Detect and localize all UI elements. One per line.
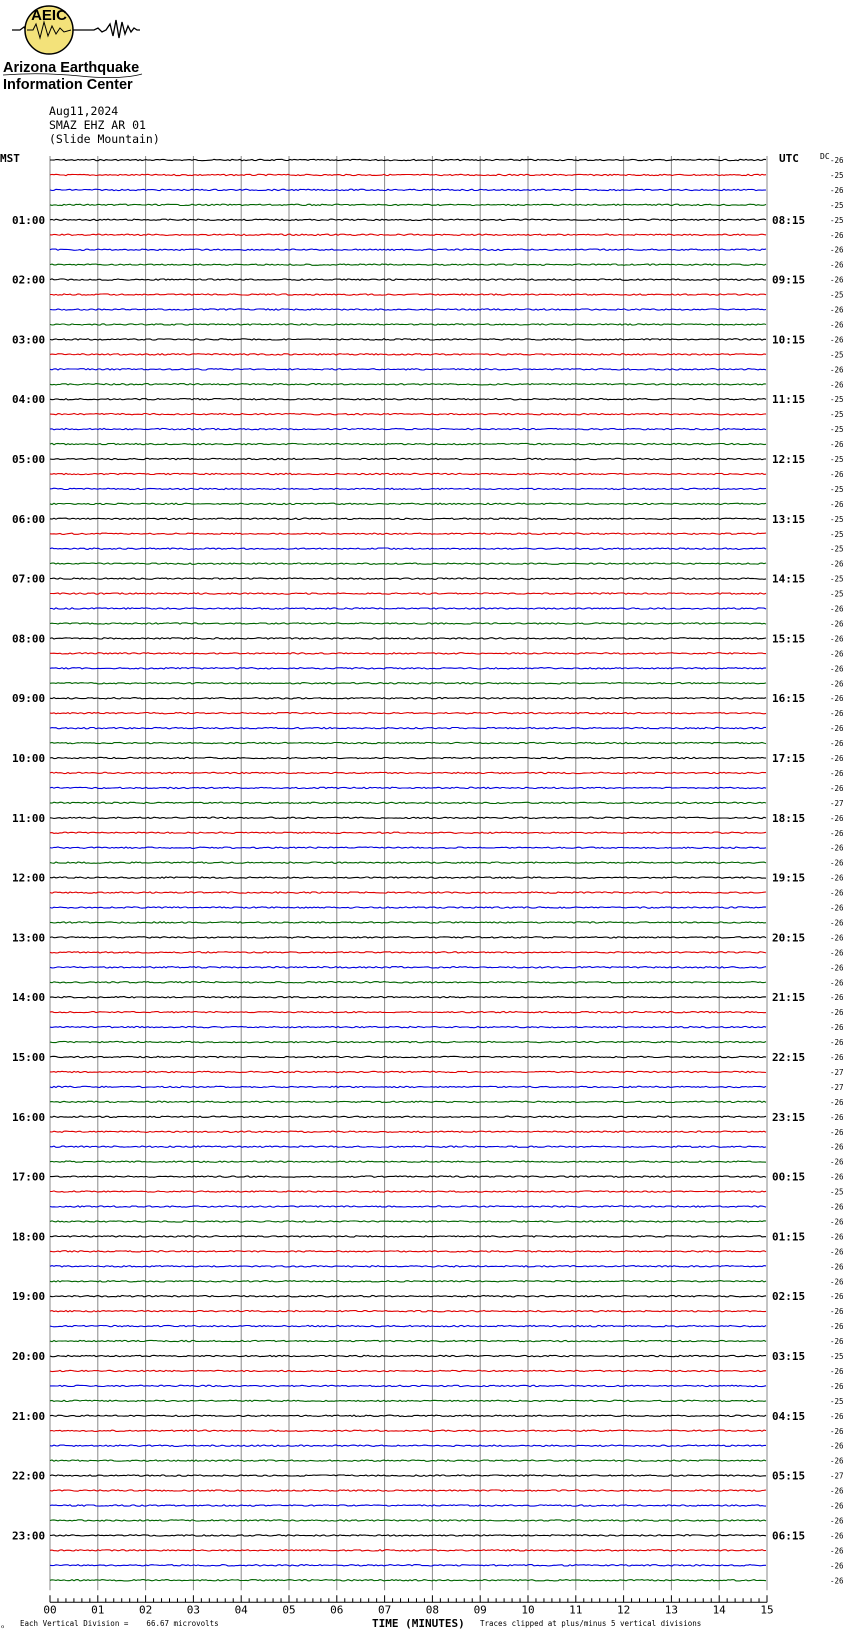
- mst-label: 03:00: [12, 333, 46, 347]
- logo-acronym: AEIC: [31, 7, 67, 24]
- dc-offset-label: -26: [830, 1366, 844, 1376]
- utc-label: 00:15: [772, 1170, 806, 1184]
- dc-offset-label: -26: [830, 828, 844, 838]
- dc-axis-title: DC: [820, 152, 830, 161]
- dc-offset-label: -26: [830, 499, 844, 509]
- trace-row-23: [50, 503, 766, 504]
- trace-row-12: [50, 339, 766, 340]
- utc-label: 08:15: [772, 213, 806, 227]
- dc-offset-label: -26: [830, 380, 844, 390]
- trace-row-31: [50, 623, 766, 624]
- trace-row-0: [50, 159, 766, 160]
- trace-row-56: [50, 997, 766, 998]
- trace-row-81: [50, 1370, 766, 1371]
- dc-offset-label: -26: [830, 1008, 844, 1018]
- x-tick-label: 01: [91, 1603, 105, 1617]
- utc-label: 05:15: [772, 1469, 806, 1483]
- dc-offset-label: -25: [830, 350, 844, 360]
- x-tick-label: 09: [473, 1603, 487, 1617]
- footer-clip-note: Traces clipped at plus/minus 5 vertical divisions: [480, 1619, 702, 1628]
- utc-label: 09:15: [772, 273, 806, 287]
- dc-offset-label: -26: [830, 754, 844, 763]
- utc-label: 17:15: [772, 752, 806, 765]
- dc-offset-label: -25: [830, 215, 844, 225]
- utc-label: 06:15: [772, 1529, 806, 1543]
- dc-offset-label: -26: [830, 1516, 844, 1526]
- utc-label: 12:15: [772, 453, 806, 466]
- dc-offset-label: -26: [830, 1053, 844, 1062]
- trace-row-71: [50, 1221, 766, 1222]
- mst-label: 20:00: [12, 1350, 46, 1363]
- dc-offset-label: -27: [830, 1471, 844, 1481]
- dc-offset-label: -26: [830, 679, 844, 689]
- dc-offset-label: -25: [830, 395, 844, 405]
- trace-row-43: [50, 802, 766, 803]
- utc-axis-title: UTC: [779, 152, 799, 165]
- dc-offset-label: -26: [830, 1262, 844, 1272]
- x-tick-label: 14: [712, 1603, 726, 1617]
- trace-row-72: [50, 1236, 766, 1237]
- dc-offset-label: -25: [830, 589, 844, 599]
- x-tick-label: 12: [616, 1603, 631, 1617]
- trace-row-39: [50, 742, 766, 743]
- dc-offset-label: -26: [830, 1322, 844, 1332]
- utc-label: 10:15: [772, 333, 806, 347]
- dc-offset-label: -26: [830, 694, 844, 704]
- trace-row-1: [50, 174, 766, 175]
- dc-offset-label: -26: [830, 260, 844, 270]
- dc-offset-label: -26: [830, 1217, 844, 1227]
- dc-offset-label: -25: [830, 529, 844, 539]
- trace-row-44: [50, 817, 766, 818]
- mst-label: 04:00: [12, 393, 46, 407]
- trace-row-63: [50, 1101, 766, 1102]
- trace-row-67: [50, 1161, 766, 1162]
- utc-label: 18:15: [772, 811, 806, 825]
- dc-offset-label: -26: [830, 1097, 844, 1107]
- trace-row-88: [50, 1475, 766, 1476]
- trace-row-38: [50, 727, 766, 728]
- trace-row-64: [50, 1116, 766, 1117]
- trace-row-82: [50, 1385, 766, 1386]
- trace-row-95: [50, 1580, 766, 1581]
- dc-offset-label: -27: [830, 798, 844, 808]
- trace-row-55: [50, 982, 766, 983]
- x-tick-label: 03: [186, 1603, 201, 1617]
- utc-label: 20:15: [772, 931, 806, 945]
- trace-row-58: [50, 1026, 766, 1027]
- trace-row-26: [50, 548, 766, 549]
- x-tick-label: 02: [138, 1603, 153, 1617]
- trace-row-50: [50, 907, 766, 908]
- trace-row-4: [50, 219, 766, 220]
- dc-offset-label: -26: [830, 873, 844, 883]
- minute-gridlines: [50, 156, 767, 1590]
- trace-row-76: [50, 1296, 766, 1297]
- utc-label: 14:15: [772, 572, 806, 586]
- dc-offset-label: -26: [830, 1112, 844, 1122]
- dc-offset-label: -26: [830, 843, 844, 853]
- mst-label: 09:00: [12, 692, 46, 706]
- dc-offset-label: -26: [830, 245, 844, 255]
- footer-corner-mark: ℴ: [1, 1622, 5, 1630]
- dc-offset-label: -26: [830, 649, 844, 659]
- trace-row-36: [50, 698, 766, 699]
- logo-line1: Arizona Earthquake: [3, 60, 140, 76]
- dc-offset-label: -25: [830, 1396, 844, 1406]
- x-tick-label: 10: [521, 1603, 535, 1617]
- mst-label: 05:00: [12, 453, 46, 466]
- mst-label: 17:00: [12, 1170, 46, 1184]
- utc-label: 01:15: [772, 1230, 806, 1244]
- dc-offset-label: -26: [830, 1561, 844, 1571]
- trace-row-47: [50, 862, 766, 863]
- utc-label: 19:15: [772, 871, 806, 885]
- mst-label: 10:00: [12, 752, 46, 765]
- dc-offset-label: -26: [830, 1381, 844, 1391]
- trace-row-48: [50, 877, 766, 878]
- trace-row-54: [50, 967, 766, 968]
- dc-offset-label: -26: [830, 739, 844, 749]
- dc-offset-label: -27: [830, 1082, 844, 1092]
- dc-offset-label: -25: [830, 1187, 844, 1197]
- dc-offset-label: -26: [830, 963, 844, 973]
- dc-offset-label: -26: [830, 275, 844, 285]
- trace-row-33: [50, 653, 766, 654]
- trace-row-77: [50, 1311, 766, 1312]
- trace-row-70: [50, 1206, 766, 1207]
- dc-offset-label: -26: [830, 918, 844, 928]
- dc-offset-label: -26: [830, 1038, 844, 1048]
- trace-row-5: [50, 234, 766, 235]
- x-tick-label: 06: [330, 1603, 344, 1617]
- utc-hour-labels: [772, 214, 805, 1543]
- dc-offset-label: -26: [830, 1142, 844, 1152]
- dc-offset-label: -26: [830, 1157, 844, 1167]
- trace-row-78: [50, 1325, 766, 1326]
- trace-row-68: [50, 1176, 766, 1177]
- dc-offset-label: -26: [830, 948, 844, 958]
- trace-row-49: [50, 892, 766, 893]
- dc-offset-label: -26: [830, 1426, 844, 1436]
- trace-row-7: [50, 264, 766, 265]
- trace-row-89: [50, 1490, 766, 1491]
- dc-offset-label: -26: [830, 1337, 844, 1347]
- trace-row-15: [50, 384, 766, 385]
- header-date: Aug11,2024: [49, 104, 119, 118]
- trace-row-85: [50, 1430, 766, 1431]
- trace-row-93: [50, 1550, 766, 1551]
- trace-row-13: [50, 354, 766, 355]
- trace-row-94: [50, 1565, 766, 1566]
- trace-row-11: [50, 324, 766, 325]
- dc-offset-label: -26: [830, 978, 844, 988]
- trace-row-16: [50, 399, 766, 400]
- trace-row-65: [50, 1131, 766, 1132]
- trace-row-25: [50, 533, 766, 534]
- x-tick-label: 07: [377, 1603, 392, 1617]
- dc-offset-label: -26: [830, 320, 844, 330]
- mst-label: 19:00: [12, 1290, 46, 1304]
- trace-row-45: [50, 832, 766, 833]
- utc-label: 04:15: [772, 1409, 806, 1423]
- dc-offset-label: -26: [830, 903, 844, 913]
- x-axis: [43, 1595, 773, 1616]
- dc-offset-label: -26: [830, 993, 844, 1003]
- utc-label: 02:15: [772, 1290, 806, 1304]
- dc-offset-label: -26: [830, 1247, 844, 1257]
- mst-label: 15:00: [12, 1051, 46, 1064]
- dc-offset-label: -25: [830, 1352, 844, 1361]
- trace-row-21: [50, 473, 766, 474]
- trace-row-9: [50, 294, 766, 295]
- mst-hour-labels: [12, 214, 45, 1543]
- dc-offset-label: -26: [830, 1172, 844, 1182]
- dc-offset-label: -26: [830, 1202, 844, 1212]
- dc-offset-label: -26: [830, 469, 844, 479]
- header-station: SMAZ EHZ AR 01: [49, 118, 146, 132]
- utc-label: 21:15: [772, 991, 806, 1005]
- trace-row-17: [50, 414, 766, 415]
- dc-offset-label: -26: [830, 1531, 844, 1541]
- dc-offset-label: -25: [830, 514, 844, 524]
- trace-row-60: [50, 1056, 766, 1057]
- dc-offset-label: -26: [830, 1023, 844, 1033]
- dc-offset-label: -26: [830, 1277, 844, 1287]
- trace-row-66: [50, 1146, 766, 1147]
- trace-row-24: [50, 518, 766, 519]
- dc-offset-label: -26: [830, 440, 844, 450]
- mst-label: 16:00: [12, 1110, 46, 1124]
- mst-label: 12:00: [12, 871, 46, 885]
- trace-row-19: [50, 443, 766, 444]
- x-tick-label: 08: [425, 1603, 440, 1617]
- trace-row-29: [50, 593, 766, 594]
- dc-offset-label: -26: [830, 1292, 844, 1302]
- dc-offset-labels: [830, 156, 844, 1585]
- trace-row-92: [50, 1535, 766, 1536]
- trace-row-10: [50, 309, 766, 310]
- trace-row-37: [50, 713, 766, 714]
- trace-row-46: [50, 847, 766, 848]
- mst-label: 02:00: [12, 273, 46, 287]
- trace-row-59: [50, 1041, 766, 1042]
- dc-offset-label: -26: [830, 1411, 844, 1421]
- dc-offset-label: -26: [830, 305, 844, 315]
- dc-offset-label: -25: [830, 544, 844, 554]
- header-location: (Slide Mountain): [49, 132, 160, 146]
- dc-offset-label: -26: [830, 634, 844, 644]
- trace-row-28: [50, 578, 766, 579]
- trace-row-87: [50, 1460, 766, 1461]
- x-tick-label: 11: [569, 1603, 583, 1617]
- trace-row-34: [50, 668, 766, 669]
- dc-offset-label: -25: [830, 290, 844, 300]
- trace-row-32: [50, 638, 766, 639]
- mst-label: 13:00: [12, 931, 46, 945]
- mst-label: 22:00: [12, 1469, 46, 1483]
- trace-row-90: [50, 1505, 766, 1506]
- trace-row-57: [50, 1012, 766, 1013]
- trace-row-18: [50, 428, 766, 429]
- mst-label: 14:00: [12, 991, 46, 1005]
- trace-row-41: [50, 772, 766, 773]
- dc-offset-label: -26: [830, 1232, 844, 1242]
- mst-label: 18:00: [12, 1230, 46, 1244]
- trace-row-6: [50, 249, 766, 250]
- mst-label: 11:00: [12, 811, 46, 825]
- dc-offset-label: -26: [830, 933, 844, 943]
- trace-row-80: [50, 1355, 766, 1356]
- trace-row-73: [50, 1251, 766, 1252]
- dc-offset-label: -25: [830, 200, 844, 210]
- x-tick-label: 15: [760, 1603, 774, 1617]
- trace-row-52: [50, 937, 766, 938]
- dc-offset-label: -26: [830, 1546, 844, 1556]
- dc-offset-label: -26: [830, 156, 844, 165]
- mst-label: 01:00: [12, 213, 46, 227]
- trace-row-86: [50, 1445, 766, 1446]
- utc-label: 03:15: [772, 1350, 806, 1363]
- utc-label: 11:15: [772, 393, 806, 407]
- x-tick-label: 04: [234, 1603, 248, 1617]
- utc-label: 22:15: [772, 1051, 806, 1064]
- trace-row-69: [50, 1191, 766, 1192]
- trace-row-22: [50, 488, 766, 489]
- dc-offset-label: -25: [830, 574, 844, 584]
- dc-offset-label: -26: [830, 1441, 844, 1451]
- dc-offset-label: -26: [830, 559, 844, 569]
- mst-label: 21:00: [12, 1409, 46, 1423]
- dc-offset-label: -25: [830, 410, 844, 420]
- dc-offset-label: -26: [830, 1127, 844, 1137]
- mst-axis-title: MST: [0, 152, 20, 165]
- dc-offset-label: -26: [830, 888, 844, 898]
- dc-offset-label: -26: [830, 709, 844, 719]
- dc-offset-label: -26: [830, 1486, 844, 1496]
- dc-offset-label: -25: [830, 170, 844, 180]
- trace-row-40: [50, 757, 766, 758]
- trace-row-20: [50, 458, 766, 459]
- mst-label: 08:00: [12, 632, 46, 646]
- mst-label: 23:00: [12, 1529, 46, 1543]
- mst-label: 06:00: [12, 512, 46, 526]
- dc-offset-label: -26: [830, 230, 844, 240]
- dc-offset-label: -26: [830, 604, 844, 614]
- dc-offset-label: -26: [830, 783, 844, 793]
- trace-row-53: [50, 952, 766, 953]
- utc-label: 13:15: [772, 512, 806, 526]
- trace-row-42: [50, 787, 766, 788]
- x-tick-label: 13: [664, 1603, 679, 1617]
- trace-row-51: [50, 922, 766, 923]
- dc-offset-label: -26: [830, 1456, 844, 1466]
- trace-row-14: [50, 369, 766, 370]
- dc-offset-label: -25: [830, 455, 844, 464]
- dc-offset-label: -26: [830, 1307, 844, 1317]
- trace-row-79: [50, 1340, 766, 1341]
- dc-offset-label: -26: [830, 185, 844, 195]
- trace-row-3: [50, 204, 766, 205]
- dc-offset-label: -26: [830, 858, 844, 868]
- utc-label: 16:15: [772, 692, 806, 706]
- trace-row-35: [50, 683, 766, 684]
- dc-offset-label: -25: [830, 425, 844, 435]
- trace-row-62: [50, 1086, 766, 1087]
- x-axis-label: TIME (MINUTES): [372, 1617, 465, 1630]
- footer-scale: Each Vertical Division = 66.67 microvolts: [20, 1619, 219, 1628]
- trace-row-27: [50, 563, 766, 564]
- dc-offset-label: -26: [830, 724, 844, 734]
- dc-offset-label: -26: [830, 619, 844, 629]
- dc-offset-label: -26: [830, 335, 844, 345]
- mst-label: 07:00: [12, 572, 46, 586]
- trace-row-61: [50, 1071, 766, 1072]
- dc-offset-label: -25: [830, 484, 844, 494]
- x-tick-label: 00: [43, 1603, 57, 1617]
- trace-row-74: [50, 1266, 766, 1267]
- trace-row-91: [50, 1520, 766, 1521]
- logo-line2: Information Center: [3, 77, 133, 93]
- trace-row-30: [50, 608, 766, 609]
- trace-lines: [50, 159, 766, 1581]
- dc-offset-label: -26: [830, 813, 844, 823]
- trace-row-83: [50, 1400, 766, 1401]
- dc-offset-label: -26: [830, 768, 844, 778]
- trace-row-75: [50, 1281, 766, 1282]
- dc-offset-label: -27: [830, 1067, 844, 1077]
- dc-offset-label: -26: [830, 365, 844, 375]
- dc-offset-label: -26: [830, 1501, 844, 1511]
- dc-offset-label: -26: [830, 664, 844, 674]
- x-tick-label: 05: [282, 1603, 296, 1617]
- trace-row-8: [50, 279, 766, 280]
- dc-offset-label: -26: [830, 1576, 844, 1586]
- trace-row-2: [50, 189, 766, 190]
- utc-label: 15:15: [772, 632, 806, 646]
- utc-label: 23:15: [772, 1110, 806, 1124]
- trace-row-84: [50, 1415, 766, 1416]
